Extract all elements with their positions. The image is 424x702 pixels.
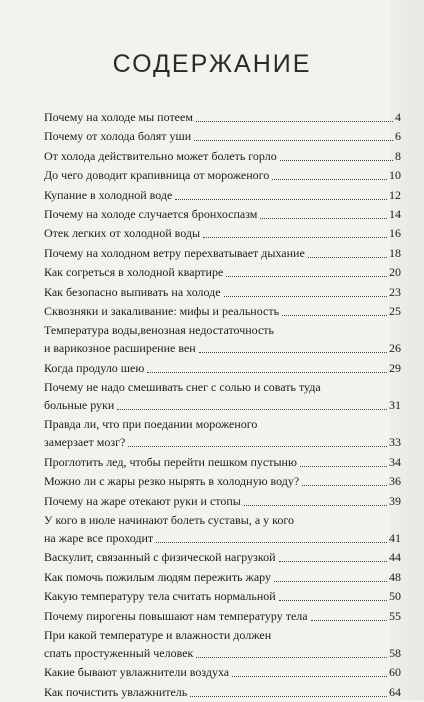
toc-entry-title: замерзает мозг? xyxy=(44,435,126,450)
toc-entry-page-number: 33 xyxy=(389,435,401,450)
toc-entry-page-number: 10 xyxy=(389,168,401,183)
toc-entry-line xyxy=(44,511,401,529)
dot-leader xyxy=(272,179,387,180)
toc-entry-page-number: 60 xyxy=(389,665,401,680)
dot-leader xyxy=(226,276,387,277)
toc-entry-page-number: 48 xyxy=(389,569,401,584)
toc-entry-line xyxy=(44,339,401,357)
page-title: СОДЕРЖАНИЕ xyxy=(112,50,312,78)
toc-entry-page-number: 64 xyxy=(389,684,401,699)
toc-entry-title: Почему от холода болят уши xyxy=(44,129,192,144)
toc-entry-line xyxy=(44,321,401,339)
toc-entry-line xyxy=(44,433,401,451)
toc-entry-page-number: 36 xyxy=(389,474,401,489)
dot-leader xyxy=(311,620,387,621)
toc-entry xyxy=(44,127,401,145)
toc-entry xyxy=(44,302,401,320)
toc-entry-title: Почему не надо смешивать снег с солью и совать туда xyxy=(44,380,321,395)
dot-leader xyxy=(156,542,387,543)
toc-entry xyxy=(44,472,401,490)
toc-entry xyxy=(44,607,401,625)
toc-entry xyxy=(44,263,401,281)
toc-entry-title: Почему пирогены повышают нам температуру тела xyxy=(44,608,308,623)
toc-entry-title: Проглотить лед, чтобы перейти пешком пустыню xyxy=(44,454,297,469)
toc-entry xyxy=(44,359,401,377)
dot-leader xyxy=(282,315,387,316)
toc-entry-page-number: 41 xyxy=(389,531,401,546)
table-of-contents xyxy=(44,108,401,702)
toc-entry xyxy=(44,663,401,681)
toc-entry-line xyxy=(44,529,401,547)
toc-entry-page-number: 44 xyxy=(389,550,401,565)
toc-entry-title: До чего доводит крапивница от мороженого xyxy=(44,168,270,183)
dot-leader xyxy=(196,121,393,122)
toc-entry-page-number: 55 xyxy=(389,608,401,623)
toc-entry-page-number: 31 xyxy=(389,398,401,413)
toc-entry xyxy=(44,166,401,184)
toc-entry-title: Как почистить увлажнитель xyxy=(44,684,188,699)
toc-entry-page-number: 8 xyxy=(395,148,401,163)
toc-entry-title: Отек легких от холодной воды xyxy=(44,226,201,241)
toc-entry-title: Правда ли, что при поедании мороженого xyxy=(44,417,258,432)
dot-leader xyxy=(224,296,387,297)
toc-entry-page-number: 23 xyxy=(389,284,401,299)
toc-entry xyxy=(44,186,401,204)
toc-entry xyxy=(44,108,401,126)
toc-entry-page-number: 16 xyxy=(389,226,401,241)
dot-leader xyxy=(300,466,387,467)
toc-entry-page-number: 26 xyxy=(389,341,401,356)
toc-entry-title: Как согреться в холодной квартире xyxy=(44,265,224,280)
toc-entry xyxy=(44,147,401,165)
toc-entry-page-number: 4 xyxy=(395,110,401,124)
toc-entry-page-number: 34 xyxy=(389,454,401,469)
dot-leader xyxy=(232,676,387,677)
toc-entry xyxy=(44,244,401,262)
toc-entry xyxy=(44,453,401,471)
toc-entry-page-number: 29 xyxy=(389,360,401,375)
dot-leader xyxy=(280,160,393,161)
toc-entry-title: на жаре все проходит xyxy=(44,531,154,546)
toc-entry-page-number: 58 xyxy=(389,645,401,660)
toc-entry-title: больные руки xyxy=(44,398,115,413)
dot-leader xyxy=(260,218,387,219)
dot-leader xyxy=(196,657,387,658)
toc-entry-title: Почему на холоде мы потеем xyxy=(44,110,193,124)
dot-leader xyxy=(128,446,387,447)
dot-leader xyxy=(190,696,387,697)
toc-entry-page-number: 20 xyxy=(389,265,401,280)
toc-entry-title: Можно ли с жары резко нырять в холодную воду? xyxy=(44,474,300,489)
dot-leader xyxy=(302,485,387,486)
toc-entry-line xyxy=(44,644,401,662)
toc-entry-page-number: 25 xyxy=(389,303,401,318)
toc-entry-line xyxy=(44,626,401,644)
toc-entry-title: Температура воды,венозная недостаточность xyxy=(44,323,275,338)
toc-entry-page-number: 39 xyxy=(389,493,401,508)
toc-entry-title: Как помочь пожилым людям пережить жару xyxy=(44,569,271,584)
toc-entry-page-number: 6 xyxy=(395,129,401,144)
toc-entry-title: Какую температуру тела считать нормальной xyxy=(44,589,276,604)
toc-entry-title: Почему на холодном ветру перехватывает дыхание xyxy=(44,245,305,260)
dot-leader xyxy=(117,409,387,410)
toc-entry-title: При какой температуре и влажности должен xyxy=(44,627,272,642)
toc-entry-title: От холода действительно может болеть горло xyxy=(44,148,277,163)
dot-leader xyxy=(279,561,388,562)
toc-entry-page-number: 12 xyxy=(389,187,401,202)
toc-entry-line xyxy=(44,396,401,414)
toc-entry xyxy=(44,205,401,223)
dot-leader xyxy=(194,140,393,141)
toc-entry-page-number: 50 xyxy=(389,589,401,604)
dot-leader xyxy=(244,505,387,506)
toc-entry xyxy=(44,415,401,451)
toc-entry-title: спать простуженный человек xyxy=(44,645,194,660)
toc-entry-title: Почему на жаре отекают руки и стопы xyxy=(44,493,241,508)
toc-entry-title: Как безопасно выпивать на холоде xyxy=(44,284,221,299)
toc-entry-page-number: 14 xyxy=(389,206,401,221)
dot-leader xyxy=(203,237,387,238)
toc-entry xyxy=(44,224,401,242)
toc-entry xyxy=(44,511,401,547)
toc-entry-title: Сквозняки и закаливание: мифы и реальность xyxy=(44,303,280,318)
dot-leader xyxy=(147,372,387,373)
toc-entry xyxy=(44,283,401,301)
dot-leader xyxy=(274,581,387,582)
toc-entry-title: У кого в июле начинают болеть суставы, а у кого xyxy=(44,513,295,528)
toc-entry xyxy=(44,683,401,701)
dot-leader xyxy=(308,257,387,258)
toc-entry xyxy=(44,378,401,414)
dot-leader xyxy=(279,600,387,601)
toc-entry xyxy=(44,626,401,662)
toc-entry xyxy=(44,321,401,357)
dot-leader xyxy=(199,352,387,353)
toc-entry-title: Почему на холоде случается бронхоспазм xyxy=(44,206,258,221)
toc-entry-line xyxy=(44,378,401,396)
toc-entry xyxy=(44,492,401,510)
toc-entry-title: Какие бывают увлажнители воздуха xyxy=(44,665,230,680)
toc-entry-line xyxy=(44,415,401,433)
toc-entry xyxy=(44,548,401,566)
dot-leader xyxy=(175,199,387,200)
toc-entry-title: Купание в холодной воде xyxy=(44,187,173,202)
toc-entry-title: и варикозное расширение вен xyxy=(44,341,196,356)
toc-entry xyxy=(44,568,401,586)
toc-entry-title: Васкулит, связанный с физической нагрузкой xyxy=(44,550,276,565)
toc-entry-title: Когда продуло шею xyxy=(44,360,145,375)
toc-entry xyxy=(44,587,401,605)
toc-entry-page-number: 18 xyxy=(389,245,401,260)
